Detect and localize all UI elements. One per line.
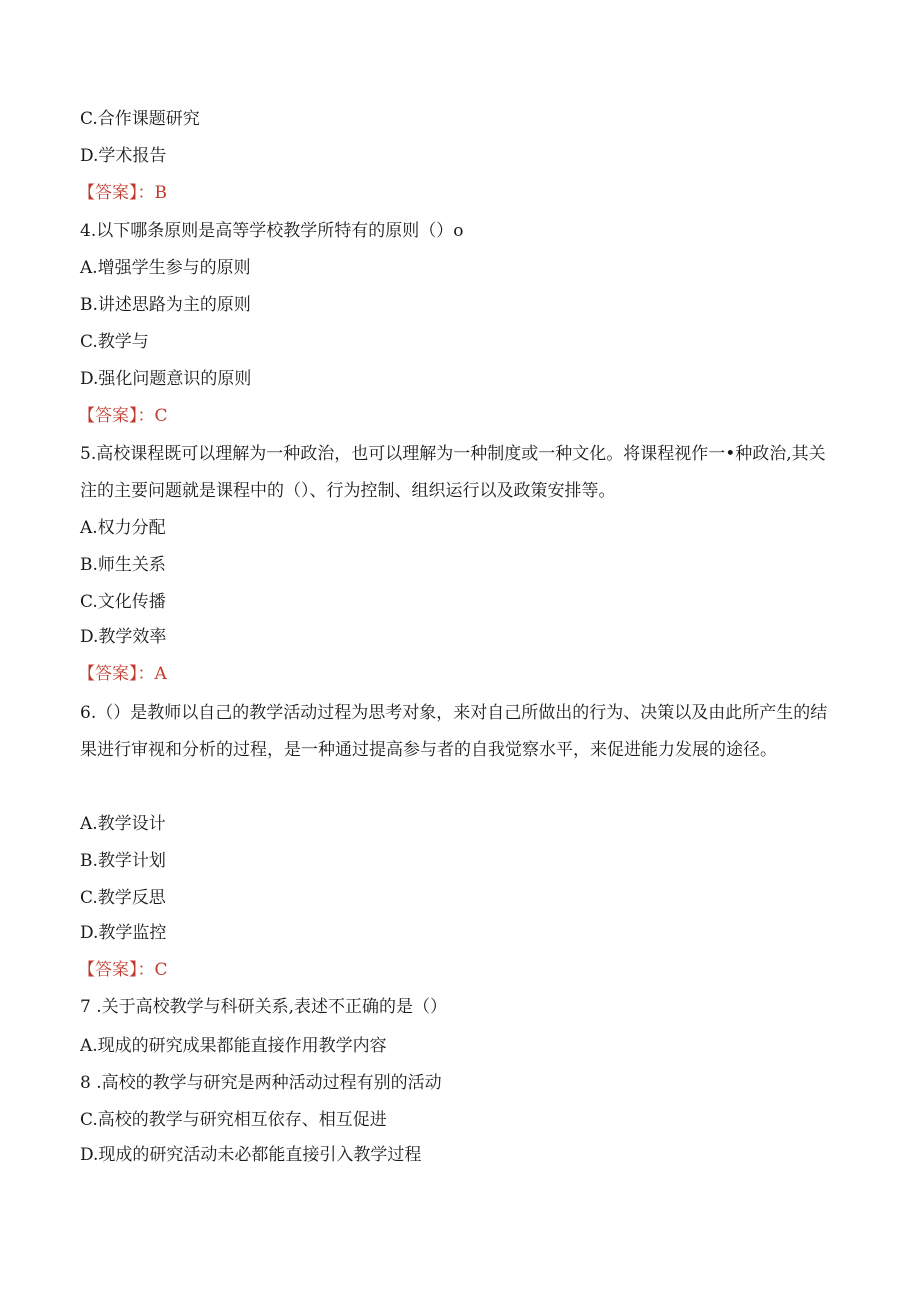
question-6: 6.（）是教师以自己的教学活动过程为思考对象，来对自己所做出的行为、决策以及由此所产生的结果进行审视和分析的过程，是一种通过提高参与者的自我觉察水平，来促进能力发展的途径。	[80, 703, 828, 760]
option-c-q3: C.合作课题研究	[80, 109, 200, 129]
option-a-q7: A.现成的研究成果都能直接作用教学内容	[80, 1036, 387, 1056]
option-c-q4: C.教学与	[80, 332, 149, 352]
answer-q6: 【答案】：C	[78, 960, 168, 980]
answer-q4: 【答案】：C	[78, 406, 168, 426]
option-d-q3: D.学术报告	[80, 146, 167, 166]
option-d-q7: D.现成的研究活动未必都能直接引入教学过程	[80, 1145, 422, 1165]
answer-q3: 【答案】：B	[78, 183, 167, 203]
option-a-q6: A.教学设计	[80, 814, 166, 834]
answer-q5: 【答案】：A	[78, 664, 167, 684]
option-a-q4: A.增强学生参与的原则	[80, 258, 251, 278]
option-c-q7: C.高校的教学与研究相互依存、相互促进	[80, 1110, 387, 1130]
question-5: 5.高校课程既可以理解为一种政治，也可以理解为一种制度或一种文化。将课程视作一•种政治,其关注的主要问题就是课程中的（）、行为控制、组织运行以及政策安排等。	[80, 444, 826, 501]
option-b-q5: B.师生关系	[80, 555, 166, 575]
option-c-q6: C.教学反思	[80, 888, 166, 908]
question-4: 4.以下哪条原则是高等学校教学所特有的原则（）o	[80, 221, 464, 241]
option-b-q4: B.讲述思路为主的原则	[80, 295, 251, 315]
option-a-q5: A.权力分配	[80, 518, 166, 538]
option-c-q5: C.文化传播	[80, 592, 166, 612]
question-7: 7 .关于高校教学与科研关系,表述不正确的是（）	[80, 997, 448, 1017]
option-b-q6: B.教学计划	[80, 851, 166, 871]
option-d-q6: D.教学监控	[80, 923, 167, 943]
option-d-q5: D.教学效率	[80, 627, 167, 647]
option-d-q4: D.强化问题意识的原则	[80, 369, 252, 389]
option-b-q7: 8 .高校的教学与研究是两种活动过程有别的活动	[80, 1073, 442, 1093]
